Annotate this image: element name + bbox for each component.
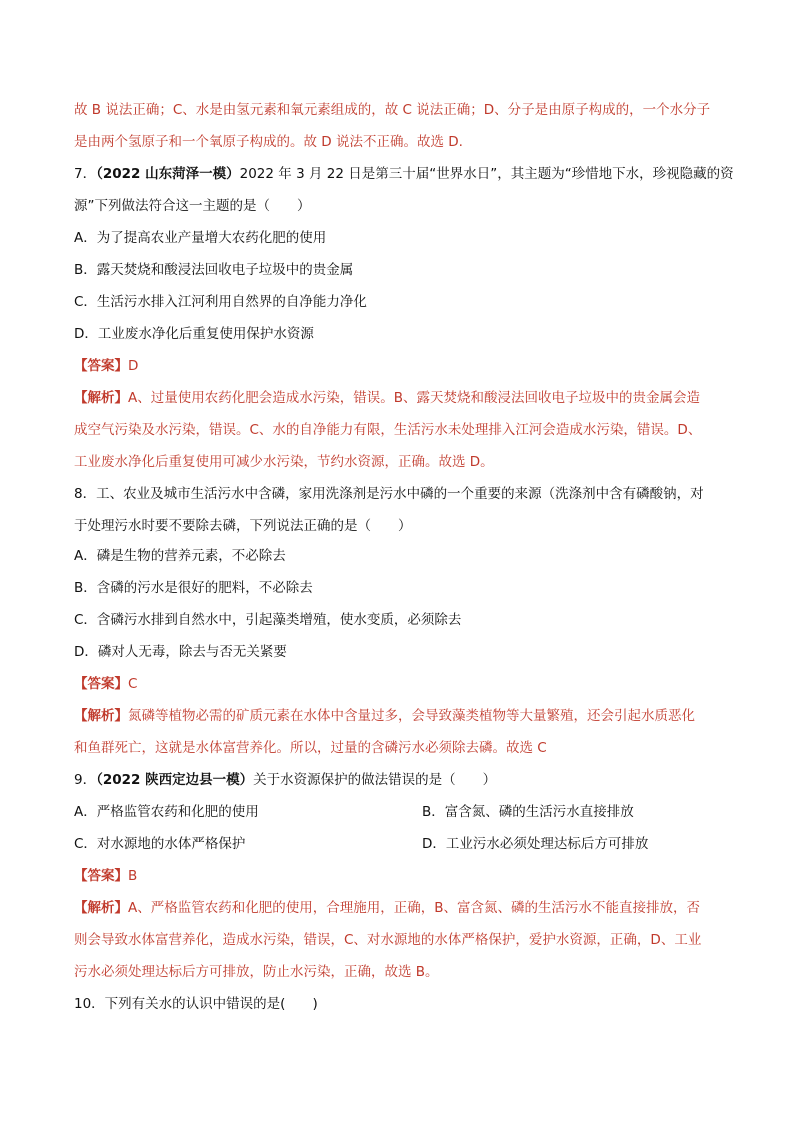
question-number: 7． <box>74 166 97 182</box>
answer-value: C <box>128 676 138 692</box>
analysis-label: 【解析】 <box>74 708 128 724</box>
answer-value: D <box>128 358 139 374</box>
option-a: A．严格监管农药和化肥的使用 <box>74 804 259 820</box>
option-d: D．工业废水净化后重复使用保护水资源 <box>74 326 314 342</box>
question-number: 9． <box>74 772 97 788</box>
option-c: C．含磷污水排到自然水中，引起藻类增殖，使水变质，必须除去 <box>74 612 462 628</box>
analysis-line: 工业废水净化后重复使用可减少水污染，节约水资源，正确。故选 D。 <box>74 454 494 470</box>
analysis-line: 和鱼群死亡，这就是水体富营养化。所以，过量的含磷污水必须除去磷。故选 C <box>74 740 547 756</box>
option-c: C．对水源地的水体严格保护 <box>74 836 246 852</box>
analysis-line: 则会导致水体富营养化，造成水污染，错误，C、对水源地的水体严格保护，爱护水资源，正确，D、工业 <box>74 932 702 948</box>
options-row <box>74 802 714 822</box>
intro-line: 故 B 说法正确；C、水是由氢元素和氧元素组成的，故 C 说法正确；D、分子是由原子构成的，一个水分子 <box>74 102 711 118</box>
analysis-text: 氮磷等植物必需的矿质元素在水体中含量过多，会导致藻类植物等大量繁殖，还会引起水质恶化 <box>128 708 695 724</box>
option-d: D．工业污水必须处理达标后方可排放 <box>422 836 649 852</box>
analysis-label: 【解析】 <box>74 390 128 406</box>
option-a: A．为了提高农业产量增大农药化肥的使用 <box>74 230 327 246</box>
analysis-label: 【解析】 <box>74 900 128 916</box>
analysis-text: A、过量使用农药化肥会造成水污染，错误。B、露天焚烧和酸浸法回收电子垃圾中的贵金属会造 <box>128 390 700 406</box>
question-text: 2022 年 3 月 22 日是第三十届“世界水日”，其主题为“珍惜地下水，珍视隐藏的资 <box>239 166 734 182</box>
option-b: B．含磷的污水是很好的肥料，不必除去 <box>74 580 313 596</box>
option-d: D．磷对人无毒，除去与否无关紧要 <box>74 644 287 660</box>
answer-label: 【答案】 <box>74 868 128 884</box>
option-a: A．磷是生物的营养元素，不必除去 <box>74 548 286 564</box>
question-source: （2022 山东菏泽一模） <box>96 166 240 182</box>
answer-value: B <box>128 868 138 884</box>
analysis-line <box>74 898 700 918</box>
analysis-line <box>74 388 700 408</box>
question-8-stem-cont: 于处理污水时要不要除去磷，下列说法正确的是（ ） <box>74 518 412 534</box>
answer-label: 【答案】 <box>74 358 128 374</box>
question-7-stem-cont: 源”下列做法符合这一主题的是（ ） <box>74 198 311 214</box>
question-text: 关于水资源保护的做法错误的是（ ） <box>253 772 497 788</box>
analysis-text: A、严格监管农药和化肥的使用，合理施用，正确，B、富含氮、磷的生活污水不能直接排放，否 <box>128 900 700 916</box>
answer-line <box>74 674 137 694</box>
question-9-stem <box>74 770 496 790</box>
question-7-stem <box>74 164 734 184</box>
analysis-line: 污水必须处理达标后方可排放，防止水污染，正确，故选 B。 <box>74 964 439 980</box>
question-8-stem: 8．工、农业及城市生活污水中含磷，家用洗涤剂是污水中磷的一个重要的来源（洗涤剂中含有磷酸钠，对 <box>74 486 704 502</box>
question-10-stem: 10．下列有关水的认识中错误的是( ) <box>74 996 318 1012</box>
analysis-line <box>74 706 695 726</box>
answer-line <box>74 866 137 886</box>
answer-label: 【答案】 <box>74 676 128 692</box>
options-row <box>74 834 714 854</box>
question-source: （2022 陕西定边县一模） <box>96 772 254 788</box>
answer-line <box>74 356 138 376</box>
analysis-line: 成空气污染及水污染，错误。C、水的自净能力有限，生活污水未处理排入江河会造成水污染，错误。D、 <box>74 422 702 438</box>
option-b: B．露天焚烧和酸浸法回收电子垃圾中的贵金属 <box>74 262 354 278</box>
option-b: B．富含氮、磷的生活污水直接排放 <box>422 804 634 820</box>
intro-line: 是由两个氢原子和一个氧原子构成的。故 D 说法不正确。故选 D. <box>74 134 463 150</box>
option-c: C．生活污水排入江河利用自然界的自净能力净化 <box>74 294 367 310</box>
